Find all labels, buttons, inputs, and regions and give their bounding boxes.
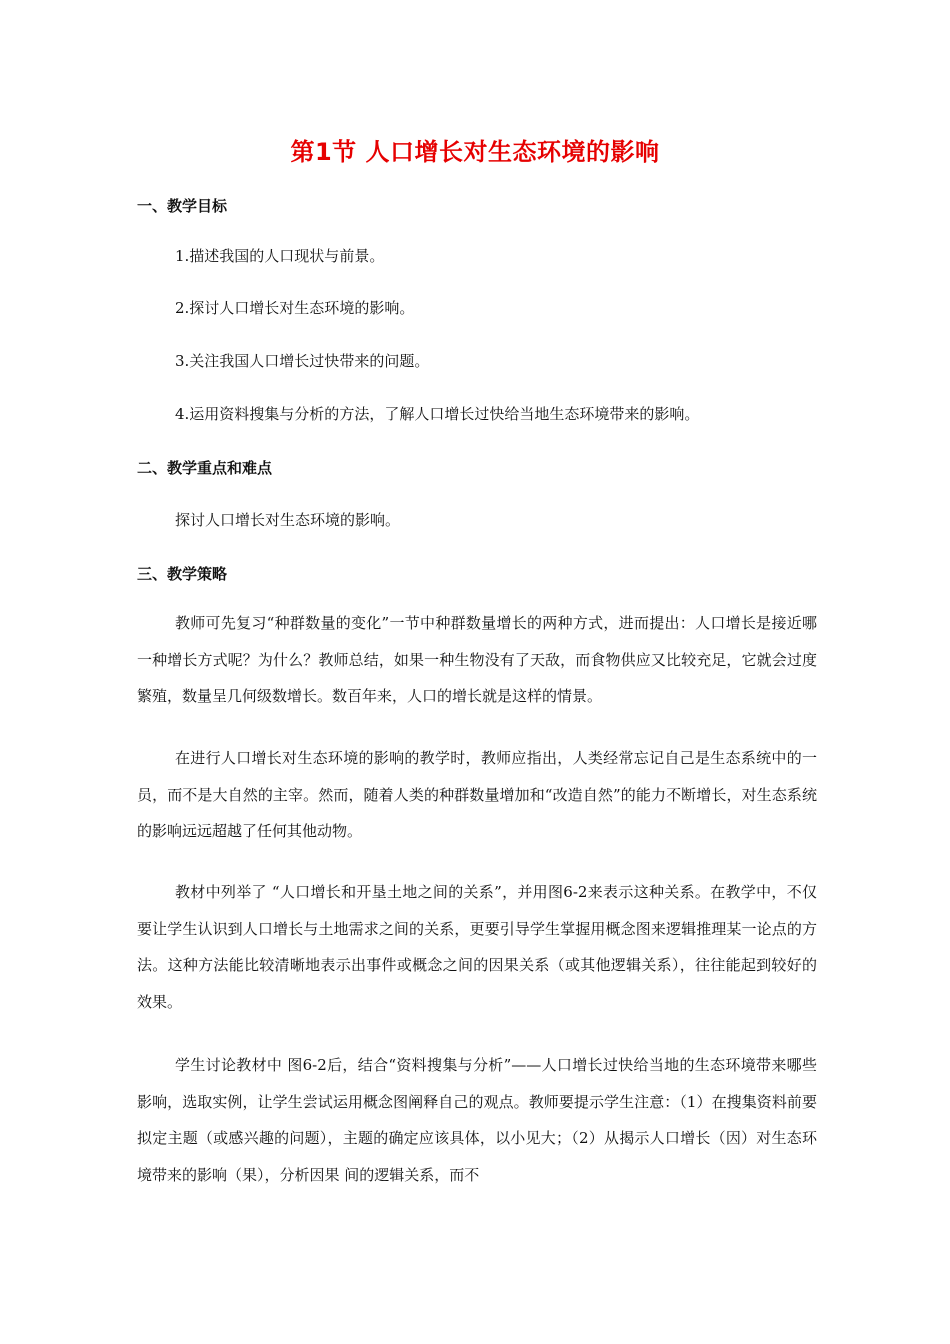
key-point-item: 探讨人口增长对生态环境的影响。	[175, 511, 401, 529]
section-heading-strategy: 三、教学策略	[137, 565, 228, 583]
document-title: 第1节 人口增长对生态环境的影响	[290, 138, 660, 166]
section-heading-key-points: 二、教学重点和难点	[137, 459, 273, 477]
strategy-paragraph: 学生讨论教材中 图6-2后，结合“资料搜集与分析”——人口增长过快给当地的生态环境带来哪些影响，选取实例，让学生尝试运用概念图阐释自己的观点。教师要提示学生注意：（1）在搜集资料前要拟定主题（或感兴趣的问题），主题的确定应该具体，以小见大；（2）从揭示人口增长（因）对生态环境带来的影响（果），分析因果 间的逻辑关系，而不	[137, 1056, 817, 1184]
section-heading-objectives: 一、教学目标	[137, 197, 228, 215]
objective-item: 2.探讨人口增长对生态环境的影响。	[175, 299, 415, 317]
objective-item: 1.描述我国的人口现状与前景。	[175, 247, 385, 265]
objective-item: 3.关注我国人口增长过快带来的问题。	[175, 352, 430, 370]
strategy-paragraph: 在进行人口增长对生态环境的影响的教学时，教师应指出，人类经常忘记自己是生态系统中的一员，而不是大自然的主宰。然而，随着人类的种群数量增加和“改造自然”的能力不断增长，对生态系统的影响远远超越了任何其他动物。	[137, 749, 817, 840]
objective-item: 4.运用资料搜集与分析的方法，了解人口增长过快给当地生态环境带来的影响。	[175, 405, 700, 423]
strategy-paragraph: 教师可先复习“种群数量的变化”一节中种群数量增长的两种方式，进而提出：人口增长是接近哪一种增长方式呢？为什么？教师总结，如果一种生物没有了天敌，而食物供应又比较充足，它就会过度繁殖，数量呈几何级数增长。数百年来，人口的增长就是这样的情景。	[137, 614, 817, 705]
strategy-paragraph: 教材中列举了 “人口增长和开垦土地之间的关系”，并用图6-2来表示这种关系。在教学中，不仅要让学生认识到人口增长与土地需求之间的关系，更要引导学生掌握用概念图来逻辑推理某一论点的方法。这种方法能比较清晰地表示出事件或概念之间的因果关系（或其他逻辑关系），往往能起到较好的效果。	[137, 883, 817, 1011]
